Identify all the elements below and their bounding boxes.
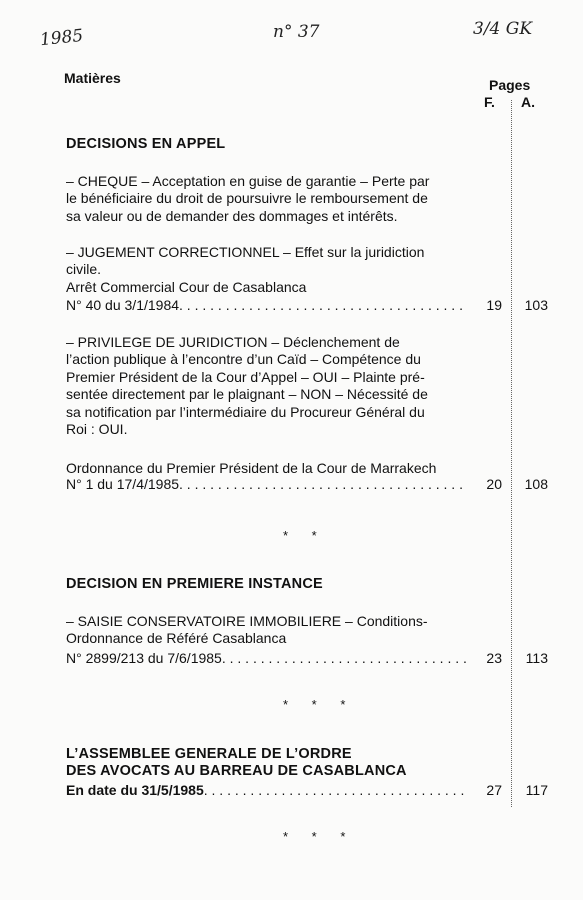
paragraph-privilege [66,334,486,438]
text-line: sa valeur ou de demander des dommages et intérêts. [66,207,398,224]
toc-entry-assemblee [66,782,468,798]
text-line: civile. [66,261,102,278]
page-f-27: 27 [486,782,502,798]
text-line: – SAISIE CONSERVATOIRE IMMOBILIERE – Conditions- [66,613,428,629]
dot-leader [222,650,468,666]
toc-entry-arret-40 [66,297,468,313]
page-a-103: 103 [524,297,548,313]
section-title-premiere-instance: DECISION EN PREMIERE INSTANCE [66,576,323,592]
page-f-23: 23 [486,650,502,666]
page-f-19: 19 [486,297,502,313]
section-title-assemblee [66,746,407,779]
text-line: l’action publique à l’encontre d’un Caïd – Compétence du [66,351,421,368]
text-line: sa notification par l’intermédiaire du Procureur Général du [66,403,425,420]
separator-stars: * * * [283,697,356,712]
entry-label: N° 40 du 3/1/1984 [66,297,180,313]
text-line: – JUGEMENT CORRECTIONNEL – Effet sur la juridiction [66,244,425,260]
page-a-113: 113 [525,650,548,666]
handwritten-number: n° 37 [273,22,320,42]
section-title-appel: DECISIONS EN APPEL [66,136,226,152]
handwritten-ref: 3/4 GK [473,19,533,39]
toc-entry-ordonnance-1 [66,476,468,492]
dot-leader [179,297,468,313]
text-line: Arrêt Commercial Cour de Casablanca [66,278,307,295]
text-line: le bénéficiaire du droit de poursuivre le remboursement de [66,190,428,207]
handwritten-year: 1985 [39,25,85,51]
page-a-108: 108 [524,476,548,492]
text-line: – PRIVILEGE DE JURIDICTION – Déclenchement de [66,334,400,350]
paragraph-jugement [66,244,486,296]
text-line: Ordonnance du Premier Président de la Cour de Marrakech [66,460,437,476]
text-line: – CHEQUE – Acceptation en guise de garantie – Perte par [66,173,430,189]
paragraph-ordonnance [66,460,496,477]
text-line: Roi : OUI. [66,421,128,438]
page-f-20: 20 [486,476,502,492]
separator-stars: * * * [283,829,356,844]
entry-label: En date du 31/5/1985 [66,782,204,798]
toc-entry-ordonnance-2899 [66,650,468,666]
text-line: Ordonnance de Référé Casablanca [66,630,287,647]
text-line: Premier Président de la Cour d’Appel – OUI – Plainte pré- [66,368,425,385]
paragraph-saisie [66,613,486,648]
column-divider [511,100,512,807]
dot-leader [179,476,468,492]
title-line: L’ASSEMBLEE GENERALE DE L’ORDRE [66,746,352,762]
header-matieres: Matières [64,70,121,86]
entry-label: N° 1 du 17/4/1985 [66,476,180,492]
header-pages: Pages [489,77,531,93]
text-line: sentée directement par le plaignant – NON – Nécessité de [66,386,428,403]
separator-stars: * * [283,528,327,543]
page-a-117: 117 [525,782,548,798]
header-col-f: F. [484,94,495,110]
entry-label: N° 2899/213 du 7/6/1985 [66,650,222,666]
dot-leader [204,782,468,798]
title-line: DES AVOCATS AU BARREAU DE CASABLANCA [66,763,407,779]
header-col-a: A. [521,94,535,110]
paragraph-cheque [66,173,486,225]
